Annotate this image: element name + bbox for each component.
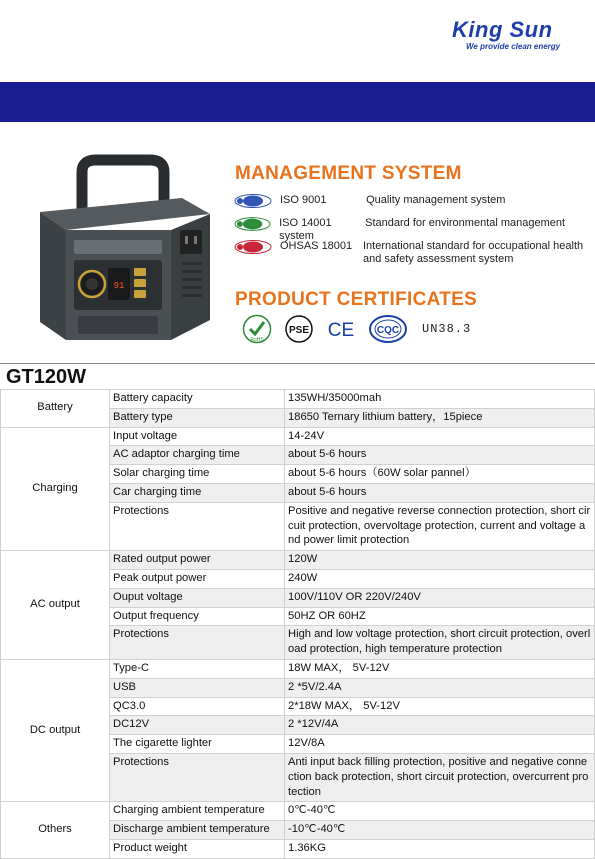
- spec-param: The cigarette lighter: [110, 735, 285, 754]
- spec-value: 50HZ OR 60HZ: [285, 607, 595, 626]
- spec-param: Protections: [110, 502, 285, 550]
- svg-text:91: 91: [113, 281, 125, 291]
- spec-param: Car charging time: [110, 483, 285, 502]
- spec-param: QC3.0: [110, 697, 285, 716]
- spec-value: Anti input back filling protection, positive and negative connection back protection, short circuit protection, overcurrent protection: [285, 753, 595, 801]
- spec-group-label: Charging: [1, 427, 110, 551]
- spec-value: Positive and negative reverse connection protection, short circuit protection, overvoltage protection, current and voltage and power limit protection: [285, 502, 595, 550]
- cert-row-iso9001: [234, 194, 505, 208]
- spec-value: about 5-6 hours（60W solar pannel）: [285, 465, 595, 484]
- spec-param: Rated output power: [110, 551, 285, 570]
- cqc-label: CQC: [376, 325, 400, 336]
- spec-group-label: AC output: [1, 551, 110, 660]
- cqc-icon: [368, 314, 408, 344]
- spec-value: 1.36KG: [285, 839, 595, 858]
- rohs-label: RoHS: [250, 337, 264, 343]
- spec-param: Type-C: [110, 659, 285, 678]
- brand-logo: [452, 18, 582, 52]
- header-band: [0, 82, 595, 122]
- spec-row: [1, 551, 595, 570]
- cert-desc: International standard for occupational health and safety assessment system: [363, 240, 584, 265]
- spec-table: [0, 389, 595, 859]
- spec-param: Charging ambient temperature: [110, 802, 285, 821]
- spec-param: Discharge ambient temperature: [110, 821, 285, 840]
- rohs-icon: [242, 314, 272, 344]
- section-divider: [0, 363, 595, 364]
- spec-value: about 5-6 hours: [285, 483, 595, 502]
- spec-param: DC12V: [110, 716, 285, 735]
- certificate-icons: [242, 314, 483, 344]
- cert-desc: Quality management system: [366, 194, 506, 206]
- spec-value: 240W: [285, 569, 595, 588]
- spec-value: 135WH/35000mah: [285, 390, 595, 409]
- spec-value: -10℃-40℃: [285, 821, 595, 840]
- spec-param: AC adaptor charging time: [110, 446, 285, 465]
- management-title: MANAGEMENT SYSTEM: [235, 163, 462, 184]
- iso-9001-icon: [234, 194, 272, 208]
- spec-group-label: Others: [1, 802, 110, 858]
- spec-param: Protections: [110, 626, 285, 660]
- spec-param: Battery capacity: [110, 390, 285, 409]
- spec-value: 18650 Ternary lithium battery，15piece: [285, 408, 595, 427]
- spec-value: 0℃-40℃: [285, 802, 595, 821]
- spec-param: Protections: [110, 753, 285, 801]
- spec-value: 120W: [285, 551, 595, 570]
- spec-value: High and low voltage protection, short circuit protection, overload protection, high temperature protection: [285, 626, 595, 660]
- spec-param: Input voltage: [110, 427, 285, 446]
- cert-desc: Standard for environmental management system: [279, 217, 566, 242]
- ce-label: CE: [327, 320, 355, 341]
- brand-tagline: We provide clean energy: [466, 42, 561, 51]
- spec-param: Battery type: [110, 408, 285, 427]
- spec-group-label: DC output: [1, 659, 110, 801]
- spec-value: 100V/110V OR 220V/240V: [285, 588, 595, 607]
- spec-row: [1, 427, 595, 446]
- cert-row-ohsas18001: [234, 240, 593, 266]
- spec-param: USB: [110, 678, 285, 697]
- spec-row: [1, 390, 595, 409]
- spec-param: Output frequency: [110, 607, 285, 626]
- pse-icon: [284, 314, 314, 344]
- spec-value: 12V/8A: [285, 735, 595, 754]
- spec-param: Solar charging time: [110, 465, 285, 484]
- spec-value: 18W MAX， 5V-12V: [285, 659, 595, 678]
- spec-group-label: Battery: [1, 390, 110, 428]
- ohsas-18001-icon: [234, 240, 272, 254]
- ce-icon: [326, 314, 356, 344]
- spec-row: [1, 802, 595, 821]
- cert-code: ISO 14001: [279, 217, 332, 229]
- spec-value: 2*18W MAX， 5V-12V: [285, 697, 595, 716]
- spec-param: Peak output power: [110, 569, 285, 588]
- spec-value: 2 *5V/2.4A: [285, 678, 595, 697]
- spec-param: Ouput voltage: [110, 588, 285, 607]
- brand-name: King Sun: [452, 17, 553, 42]
- spec-value: 2 *12V/4A: [285, 716, 595, 735]
- spec-value: about 5-6 hours: [285, 446, 595, 465]
- cert-code: ISO 9001: [280, 194, 327, 206]
- cert-code: OHSAS 18001: [280, 240, 353, 252]
- spec-row: [1, 659, 595, 678]
- pse-label: PSE: [288, 325, 310, 336]
- spec-value: 14-24V: [285, 427, 595, 446]
- certificates-title: PRODUCT CERTIFICATES: [235, 289, 478, 310]
- spec-param: Product weight: [110, 839, 285, 858]
- un38-label: UN38.3: [422, 322, 472, 336]
- iso-14001-icon: [234, 217, 271, 231]
- power-station-image: [22, 150, 217, 345]
- model-name: GT120W: [6, 366, 87, 388]
